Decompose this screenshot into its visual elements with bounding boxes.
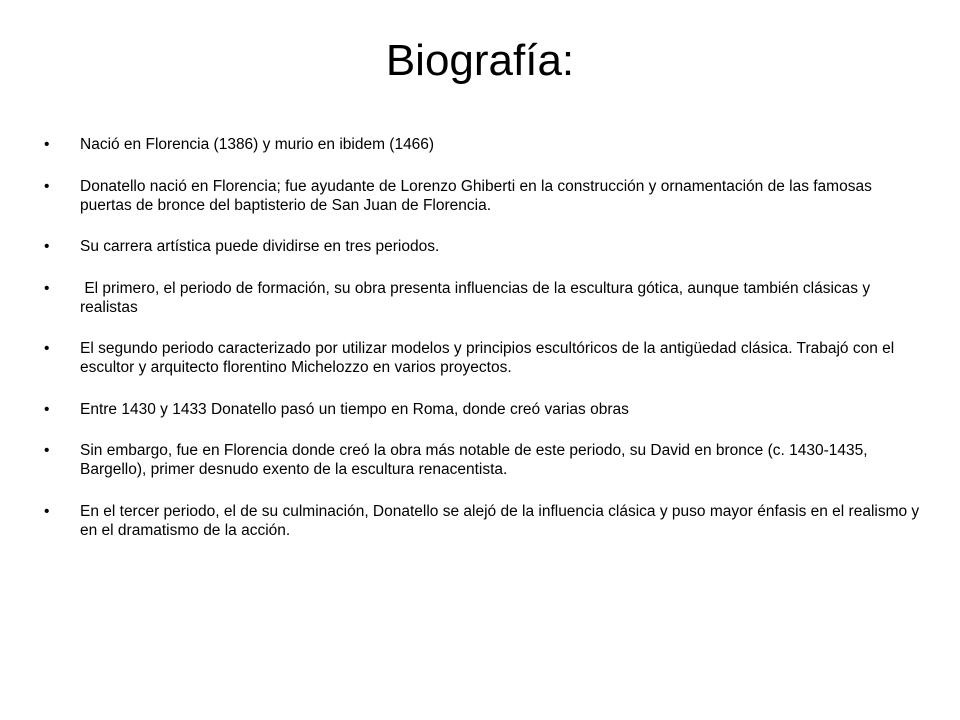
bullet-dot-icon: • — [44, 400, 50, 418]
bullet-dot-icon: • — [44, 502, 50, 520]
bullet-item — [44, 279, 924, 317]
bullet-item — [44, 441, 924, 479]
slide-title: Biografía: — [385, 36, 575, 85]
bullet-text: En el tercer periodo, el de su culminación, Donatello se alejó de la influencia clásica y puso mayor énfasis en el realismo y en el dramatismo de la acción. — [80, 502, 924, 539]
bullet-text: Entre 1430 y 1433 Donatello pasó un tiempo en Roma, donde creó varias obras — [80, 400, 629, 418]
bullet-dot-icon: • — [44, 442, 50, 459]
bullet-item — [44, 502, 924, 540]
bullet-text: El primero, el periodo de formación, su obra presenta influencias de la escultura gótica, aunque también clásicas y realistas — [80, 279, 875, 316]
bullet-dot-icon: • — [44, 340, 50, 357]
bullet-text: El segundo periodo caracterizado por utilizar modelos y principios escultóricos de la antigüedad clásica. Trabajó con el escultor y arquitecto florentino Michelozzo en varios proyectos. — [80, 340, 899, 376]
bullet-item — [44, 400, 924, 419]
bullet-dot-icon: • — [44, 238, 50, 255]
bullet-text: Nació en Florencia (1386) y murio en ibidem (1466) — [80, 136, 435, 153]
bullet-list — [44, 135, 924, 562]
bullet-item — [44, 339, 924, 377]
bullet-text: Donatello nació en Florencia; fue ayudante de Lorenzo Ghiberti en la construcción y ornamentación de las famosas puertas de bronce del baptisterio de San Juan de Florencia. — [80, 177, 877, 214]
bullet-dot-icon: • — [44, 279, 50, 297]
bullet-text: Su carrera artística puede dividirse en tres periodos. — [80, 238, 440, 255]
bullet-dot-icon: • — [44, 177, 50, 195]
bullet-item — [44, 177, 924, 215]
bullet-text: Sin embargo, fue en Florencia donde creó la obra más notable de este periodo, su David en bronce (c. 1430-1435, Bargello), primer desnudo exento de la escultura renacentista. — [80, 442, 877, 478]
bullet-item — [44, 237, 924, 256]
bullet-dot-icon: • — [44, 136, 50, 153]
bullet-item — [44, 135, 924, 154]
